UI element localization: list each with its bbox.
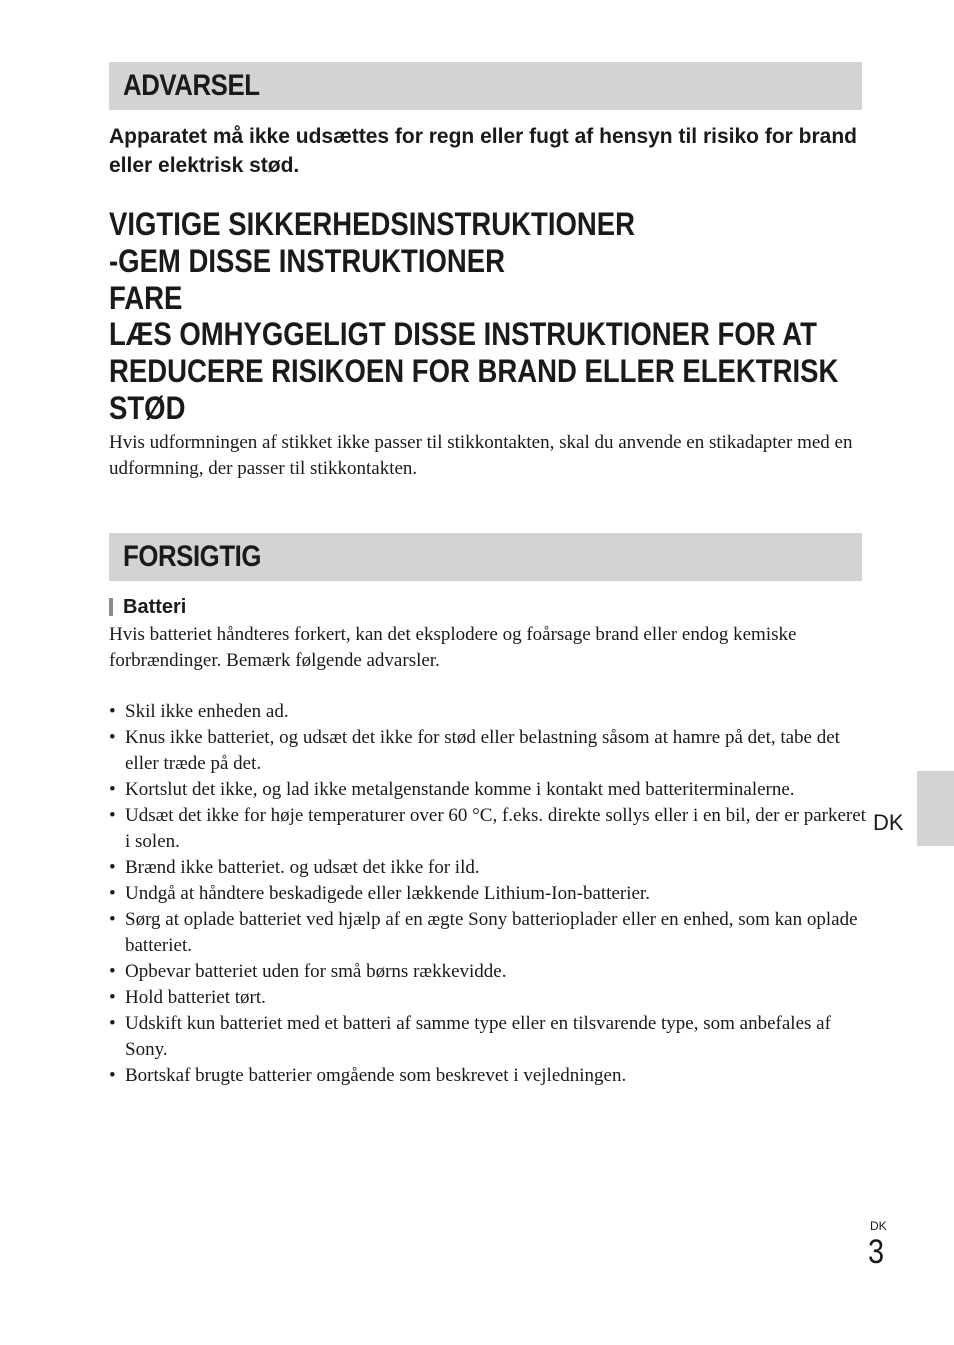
bullet-icon: • bbox=[109, 1013, 116, 1034]
list-item-text: Skil ikke enheden ad. bbox=[125, 701, 289, 722]
list-item bbox=[109, 699, 869, 725]
list-item-text: Undgå at håndtere beskadigede eller lækkende Lithium-Ion-batterier. bbox=[125, 883, 650, 904]
list-item-text: Opbevar batteriet uden for små børns rækkevidde. bbox=[125, 961, 507, 982]
bullet-icon: • bbox=[109, 701, 116, 722]
plug-adapter-paragraph: Hvis udformningen af stikket ikke passer til stikkontakten, skal du anvende en stikadapter med en udformning, der passer til stikkontakten. bbox=[109, 432, 853, 479]
forsigtig-section-header bbox=[109, 533, 862, 581]
list-item bbox=[109, 959, 869, 985]
bullet-icon: • bbox=[109, 857, 116, 878]
list-item-text: Hold batteriet tørt. bbox=[125, 987, 266, 1008]
heading-line: LÆS OMHYGGELIGT DISSE INSTRUKTIONER FOR AT bbox=[109, 316, 817, 353]
language-side-label: DK bbox=[873, 810, 904, 835]
list-item bbox=[109, 985, 869, 1011]
list-item-text: Knus ikke batteriet, og udsæt det ikke for stød eller belastning såsom at hamre på det, tabe det eller træde på det. bbox=[125, 727, 840, 774]
bullet-icon: • bbox=[109, 805, 116, 826]
list-item-text: Bortskaf brugte batterier omgående som beskrevet i vejledningen. bbox=[125, 1065, 627, 1086]
subheading-marker-icon bbox=[109, 598, 113, 616]
list-item bbox=[109, 881, 869, 907]
battery-subheading bbox=[109, 594, 186, 620]
heading-line: -GEM DISSE INSTRUKTIONER bbox=[109, 242, 506, 279]
list-item-text: Brænd ikke batteriet. og udsæt det ikke for ild. bbox=[125, 857, 480, 878]
list-item bbox=[109, 907, 869, 959]
bullet-icon: • bbox=[109, 779, 116, 800]
list-item-text: Udsæt det ikke for høje temperaturer over 60 °C, f.eks. direkte sollys eller i en bil, der er parkeret i solen. bbox=[125, 805, 866, 852]
bullet-icon: • bbox=[109, 727, 116, 748]
list-item bbox=[109, 777, 869, 803]
list-item bbox=[109, 803, 869, 855]
bullet-icon: • bbox=[109, 909, 116, 930]
advarsel-section-header bbox=[109, 62, 862, 110]
forsigtig-title: FORSIGTIG bbox=[123, 540, 262, 573]
bullet-icon: • bbox=[109, 1065, 116, 1086]
heading-line: STØD bbox=[109, 389, 186, 426]
list-item-text: Udskift kun batteriet med et batteri af samme type eller en tilsvarende type, som anbefales af Sony. bbox=[125, 1013, 831, 1060]
list-item bbox=[109, 1063, 869, 1089]
warning-statement: Apparatet må ikke udsættes for regn eller fugt af hensyn til risiko for brand eller elektrisk stød. bbox=[109, 125, 857, 177]
list-item-text: Sørg at oplade batteriet ved hjælp af en ægte Sony batterioplader eller en enhed, som kan oplade batteriet. bbox=[125, 909, 858, 956]
heading-line: VIGTIGE SIKKERHEDSINSTRUKTIONER bbox=[109, 206, 635, 242]
list-item bbox=[109, 855, 869, 881]
bullet-icon: • bbox=[109, 883, 116, 904]
list-item bbox=[109, 1011, 869, 1063]
safety-instructions-heading bbox=[109, 206, 889, 427]
page-language-code: DK bbox=[870, 1219, 887, 1233]
language-side-tab bbox=[917, 771, 954, 846]
list-item bbox=[109, 725, 869, 777]
bullet-icon: • bbox=[109, 961, 116, 982]
page-number: 3 bbox=[868, 1233, 885, 1271]
advarsel-title: ADVARSEL bbox=[123, 69, 260, 102]
battery-subheading-label: Batteri bbox=[123, 596, 187, 618]
heading-line: FARE bbox=[109, 279, 183, 316]
bullet-icon: • bbox=[109, 987, 116, 1008]
heading-line: REDUCERE RISIKOEN FOR BRAND ELLER ELEKTRISK bbox=[109, 353, 839, 390]
battery-intro-paragraph: Hvis batteriet håndteres forkert, kan det eksplodere og foårsage brand eller endog kemiske forbrændinger. Bemærk følgende advarsler. bbox=[109, 624, 797, 671]
battery-warnings-list bbox=[109, 699, 869, 1089]
list-item-text: Kortslut det ikke, og lad ikke metalgenstande komme i kontakt med batteriterminalerne. bbox=[125, 779, 795, 800]
